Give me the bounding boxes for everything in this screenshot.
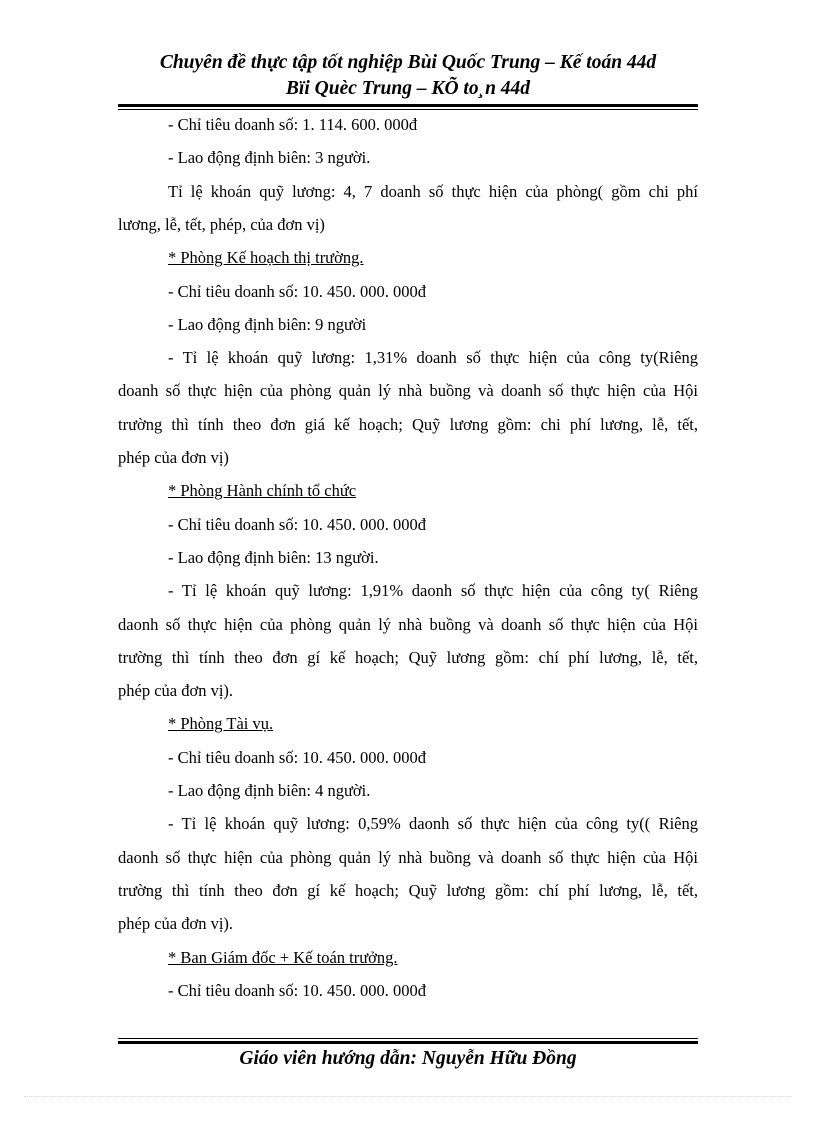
body-line: daonh số thực hiện của phòng quản lý nhà buồng và doanh số thực hiện của Hội xyxy=(118,847,698,867)
body-line: - Lao động định biên: 4 người. xyxy=(168,781,371,800)
body-line: - Chỉ tiêu doanh số: 10. 450. 000. 000đ xyxy=(168,514,427,534)
body-line: doanh số thực hiện của phòng quản lý nhà buồng và doanh số thực hiện của Hội xyxy=(118,381,698,401)
page-bottom-dotted-divider xyxy=(24,1096,792,1097)
body-line: lương, lễ, tết, phép, của đơn vị) xyxy=(118,214,325,234)
footer-rule-thin xyxy=(118,1038,698,1039)
body-line: - Lao động định biên: 3 người. xyxy=(168,148,371,168)
body-line: - Lao động định biên: 13 người. xyxy=(168,547,379,567)
body-line: - Tỉ lệ khoán quỹ lương: 1,91% daonh số thực hiện của công ty( Riêng xyxy=(168,581,698,601)
header-title-line: Chuyên đề thực tập tốt nghiệp Bùi Quốc Trung – Kế toán 44d xyxy=(159,52,657,73)
body-line: phép của đơn vị). xyxy=(118,681,234,701)
body-line: phép của đơn vị) xyxy=(118,448,229,467)
section-heading: * Phòng Tài vụ. xyxy=(168,714,274,734)
body-line: - Chỉ tiêu doanh số: 10. 450. 000. 000đ xyxy=(168,980,427,1000)
body-line: - Tỉ lệ khoán quỹ lương: 1,31% doanh số thực hiện của công ty(Riêng xyxy=(168,348,698,368)
body-line: - Chỉ tiêu doanh số: 10. 450. 000. 000đ xyxy=(168,747,427,767)
body-line: trường thì tính theo đơn gí kế hoạch; Quỹ lương gồm: chí phí lương, lễ, tết, xyxy=(118,880,698,900)
body-line: - Chỉ tiêu doanh số: 10. 450. 000. 000đ xyxy=(168,281,427,301)
header-subtitle-line: Bïi Quèc Trung – KÕ to¸n 44d xyxy=(285,78,531,99)
body-line: - Tỉ lệ khoán quỹ lương: 0,59% daonh số thực hiện của công ty(( Riêng xyxy=(168,814,698,834)
page-footer: Giáo viên hướng dẫn: Nguyễn Hữu Đồng xyxy=(239,1048,577,1069)
section-heading: * Phòng Kế hoạch thị trường. xyxy=(168,248,364,268)
body-line: trường thì tính theo đơn giá kế hoạch; Quỹ lương gồm: chi phí lương, lễ, tết, xyxy=(118,414,698,434)
header-rule-thick xyxy=(118,104,698,107)
page-header xyxy=(118,50,698,102)
body-line: - Chỉ tiêu doanh số: 1. 114. 600. 000đ xyxy=(168,115,418,134)
body-line: Tỉ lệ khoán quỹ lương: 4, 7 doanh số thực hiện của phòng( gồm chi phí xyxy=(168,181,698,201)
body-line: trường thì tính theo đơn gí kế hoạch; Quỹ lương gồm: chí phí lương, lễ, tết, xyxy=(118,647,698,667)
section-heading: * Phòng Hành chính tổ chức xyxy=(168,481,357,501)
body-line: phép của đơn vị). xyxy=(118,914,234,934)
section-heading: * Ban Giám đốc + Kế toán trưởng. xyxy=(168,947,398,967)
body-line: daonh số thực hiện của phòng quản lý nhà buồng và doanh số thực hiện của Hội xyxy=(118,614,698,634)
body-line: - Lao động định biên: 9 người xyxy=(168,314,367,334)
